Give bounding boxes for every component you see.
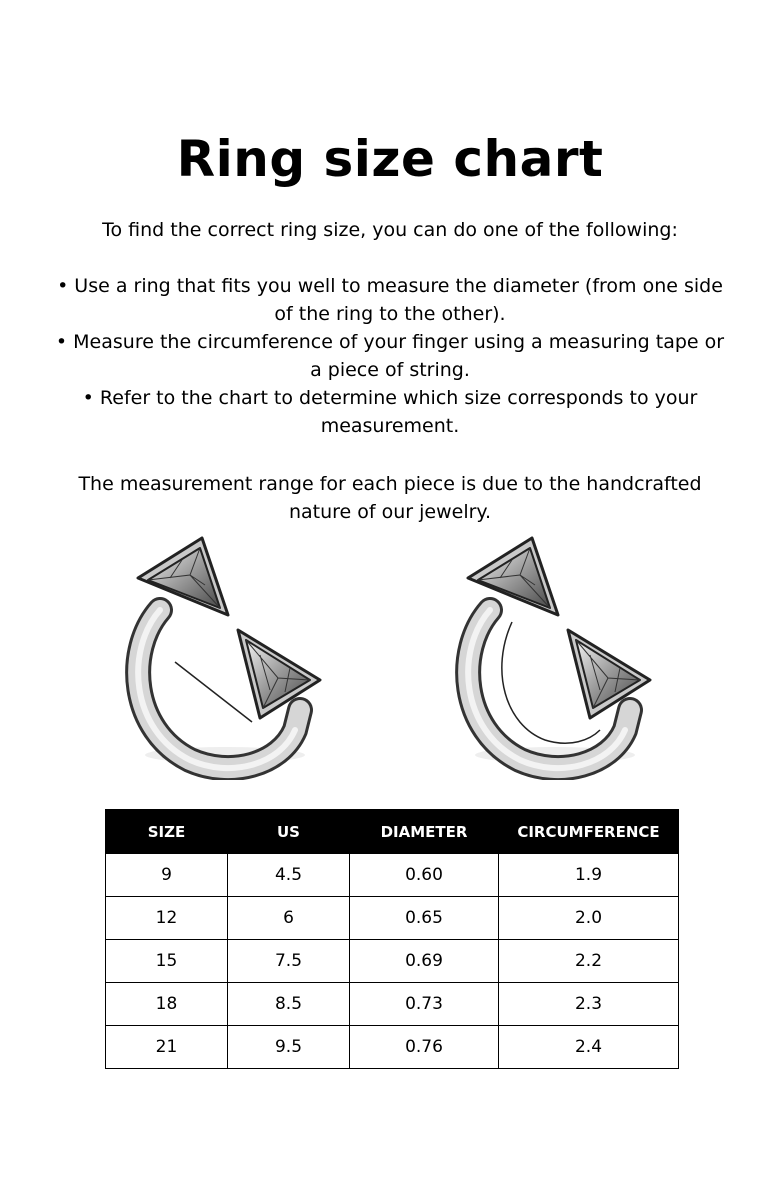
diameter-cell: 0.73 — [350, 983, 499, 1026]
column-header-size: SIZE — [106, 810, 228, 854]
table-row — [106, 983, 679, 1026]
table-row — [106, 1026, 679, 1069]
page-title: Ring size chart — [176, 130, 604, 188]
us-cell: 8.5 — [228, 983, 350, 1026]
column-header-us: US — [228, 810, 350, 854]
us-cell: 9.5 — [228, 1026, 350, 1069]
circumference-cell: 2.2 — [499, 940, 679, 983]
us-cell: 4.5 — [228, 854, 350, 897]
diameter-cell: 0.76 — [350, 1026, 499, 1069]
size-cell: 12 — [106, 897, 228, 940]
instruction-item: • Refer to the chart to determine which size corresponds to your measurement. — [82, 387, 698, 437]
size-cell: 9 — [106, 854, 228, 897]
table-header-row — [106, 810, 679, 854]
instructions-list — [50, 272, 730, 440]
ring-circumference-icon — [450, 530, 680, 780]
diameter-cell: 0.69 — [350, 940, 499, 983]
size-cell: 15 — [106, 940, 228, 983]
circumference-cell: 1.9 — [499, 854, 679, 897]
table-row — [106, 854, 679, 897]
circumference-cell: 2.0 — [499, 897, 679, 940]
ring-diameter-icon — [120, 530, 350, 780]
instruction-item: • Measure the circumference of your finger using a measuring tape or a piece of string. — [55, 331, 725, 381]
us-cell: 7.5 — [228, 940, 350, 983]
instruction-item: • Use a ring that fits you well to measure the diameter (from one side of the ring to the other). — [57, 275, 723, 325]
circumference-cell: 2.4 — [499, 1026, 679, 1069]
ring-size-table — [105, 809, 679, 1069]
us-cell: 6 — [228, 897, 350, 940]
circumference-cell: 2.3 — [499, 983, 679, 1026]
size-cell: 18 — [106, 983, 228, 1026]
size-cell: 21 — [106, 1026, 228, 1069]
column-header-diameter: DIAMETER — [350, 810, 499, 854]
table-row — [106, 940, 679, 983]
intro-text: To find the correct ring size, you can do one of the following: — [102, 219, 678, 241]
table-row — [106, 897, 679, 940]
diameter-cell: 0.65 — [350, 897, 499, 940]
handcrafted-note: The measurement range for each piece is due to the handcrafted nature of our jewelry. — [78, 473, 702, 523]
diameter-cell: 0.60 — [350, 854, 499, 897]
column-header-circumference: CIRCUMFERENCE — [499, 810, 679, 854]
